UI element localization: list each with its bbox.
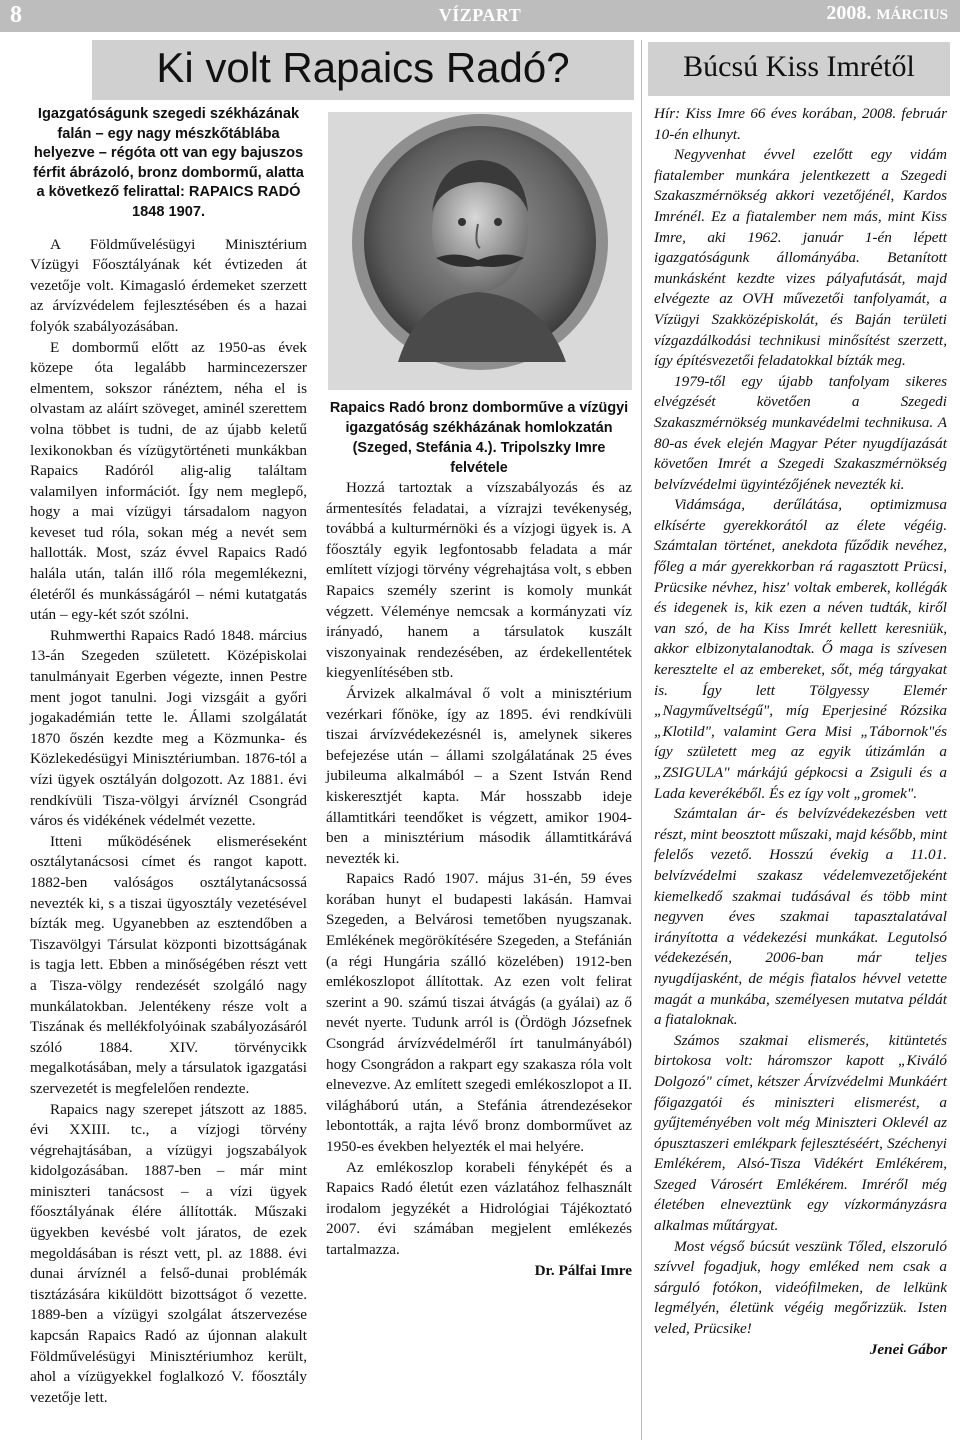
article-title: Ki volt Rapaics Radó? (156, 44, 570, 91)
sidebar-column (654, 104, 947, 1360)
article-lead: Igazgatóságunk szegedi székházának falán – egy nagy mészkőtáblába helyezve – régóta ott van egy bajuszos férfit ábrázoló, bronz dombormű, alatta a következő felirattal: RAPAICS RADÓ 1848 1907. (33, 106, 304, 220)
article-paragraph: Árvizek alkalmával ő volt a minisztérium vezérkari főnöke, így az 1895. évi rendkívüli tiszai árvízvédekezésnél is, amelynek sikeres befejezése után – állami szolgálatának 25 éves jubileuma alkalmából – a Szent István Rend kiskeresztjét kapta. Már hosszabb ideje államtitkári teendőket is végzett, amikor 1904-ben a minisztérium második államtitkárává nevezték ki. (326, 684, 632, 867)
publication-name: VÍZPART (438, 5, 522, 25)
sidebar-paragraph: Számtalan ár- és belvízvédekezésben vett részt, mint beosztott műszaki, majd később, mint felelős vezető. Hosszú évekig a 11.01. belvízvédelmi szakasz védelemvezetőjeként kiemelkedő szakmai tudásával és több mint negyven éves szakmai tapasztalatával irányította a védekezési munkákat. Legutolsó védekezésén, 2006-ban már teljes nyugdíjasként, de mégis fiatalos hévvel vetette magát a munkába, személyesen mutatva példát a fiataloknak. (654, 805, 947, 1029)
article-title-box (92, 40, 634, 100)
sidebar-title-box (648, 42, 950, 96)
sidebar-paragraph: Negyvenhat évvel ezelőtt egy vidám fiatalember munkára jelentkezett a Szegedi Szakaszmérnökség akkori vezetőjénél, Kardos Imrénél. Ez a fiatalember nem más, mint Kiss Imre, aki 1962. január 1-én lépett igazgatóságunk állományába. Betanított munkásként kezdte vizes pályafutását, majd elvégezte az OVH művezetői tanfolyamát, a Vízügyi Szakközépiskolát, és Baján területi vízgazdálkodási technikusi minősítést szerzett, így építésvezetői feladatokkal bízták meg. (654, 146, 947, 370)
sidebar-paragraph: Vidámsága, derűlátása, optimizmusa elkísérte gyerekkorától az élete végéig. Számtalan történet, anekdota fűződik nevéhez, főleg a már gyerekkorban rá ragasztott Prücsi, Prücsike névhez, hisz' voltak emberek, kollégák és idegenek is, kik ezen a néven tudták, kiről van szó, de ha Kiss Imrét kellett keresniük, akkor elbizonytalanodtak. Ő maga is szívesen keresztelte el az embereket, sőt, még tárgyakat is. Így lett Tölgyessy Elemér „Nagyműveltségű", míg Eperjesiné Rózsika „Klotild", valamint Gera Misi „Tábornok"és így született meg az egyik útizámlán a „ZSIGULA" márkájú gépkocsi a Zsiguli és a Lada keverékéből. És ez így volt „gromek". (654, 496, 947, 802)
article-column-1 (30, 105, 307, 1408)
sidebar-title: Búcsú Kiss Imrétől (683, 50, 915, 83)
article-paragraph: Hozzá tartoztak a vízszabályozás és az ármentesítés feladatai, a vízrajzi tevékenység, továbbá a kulturmérnöki és a vízjogi ügyek is. A főosztály egyik legfontosabb feladata a már említett vízjogi törvény végrehajtása volt, s ebben Rapaics személy szerint is komoly munkát végzett. Véleménye nemcsak a kormányzati víz irányadó, hanem a társulatok kuszált viszonyainak rendezésében, az érdekellentétek kiegyenlítésében stb. (326, 479, 632, 682)
sidebar-paragraph: Most végső búcsút veszünk Tőled, elszoruló szívvel fogadjuk, hogy emléked nem csak a sárguló fotókon, videófilmeken, de lelkünk legmélyén, életünk végéig megőrizzük. Isten veled, Prücsike! (654, 1237, 947, 1338)
article-paragraph: Itteni működésének elismeréseként osztálytanácsosi címet és rangot kapott. 1882-ben valóságos osztálytanácsossá nevezték ki, s a tiszai ügyosztály vezetésével bízták meg. Ugyanebben az esztendőben a Tiszavölgyi Társulat központi bizottságának is tagja lett. Ebben a minőségében részt vett a Tisza-völgy rendezését szolgáló nagy munkálatokban. Jelentékeny része volt a Tiszának és mellékfolyóinak szabályozásáról szóló 1884. XIV. törvénycikk megalkotásában, mely a társulatok igazgatási szervezetét is megfelelően rendezte. (30, 832, 307, 1097)
article-paragraph: Az emlékoszlop korabeli fényképét és a Rapaics Radó életút ezen vázlatához felhasznált irodalom jegyzékét a Hidrológiai Tájékoztató 2007. évi számában megjelent emlékezés tartalmazza. (326, 1158, 632, 1258)
sidebar-paragraph: Hír: Kiss Imre 66 éves korában, 2008. február 10-én elhunyt. (654, 105, 947, 143)
sidebar-paragraph: Számos szakmai elismerés, kitüntetés birtokosa volt: háromszor kapott „Kiváló Dolgozó" címet, kétszer Árvízvédelmi Munkáért főigazgatói és miniszteri elismerést, a gyűjteményében volt még Miniszteri Oklevél az ópusztaszeri emlékpark fejlesztéséért, Széchenyi Emlékérem, Alsó-Tisza Vidékért Emlékérem, Szeged Városért Emlékérem. Imréről még életében elneveztünk egy vízkormányzásra alkalmas műtárgyat. (654, 1031, 947, 1235)
bronze-relief-photo (328, 112, 632, 390)
article-paragraph: Rapaics nagy szerepet játszott az 1885. évi XXIII. tc., a vízjogi törvény végrehajtásában, a vízügyi jogszabályok kidolgozásában. 1887-ben – már mint miniszteri tanácsost – a vízi ügyek főosztályának élére állították. Műszaki ügyekben kevésbé volt járatos, de ezek megoldásában is részt vett, pl. az 1888. évi dunai árvíznél a felső-dunai problémák tisztázására kiküldött bizottságot ő vezette. 1889-ben a vízügyi szolgálat átszervezése kapcsán Rapaics Radó az újonnan alakult Földművelésügyi Minisztériumhoz került, ahol a vízügyekkel foglalkozó V. főosztály vezetője lett. (30, 1100, 307, 1406)
page-number: 8 (10, 2, 22, 28)
photo-caption: Rapaics Radó bronz domborműve a vízügyi igazgatóság székházának homlokzatán (Szeged, Stefánia 4.). Tripolszky Imre felvétele (329, 400, 629, 476)
article-author: Dr. Pálfai Imre (534, 1261, 632, 1279)
sidebar-author: Jenei Gábor (869, 1340, 947, 1358)
issue-month: MÁRCIUS (876, 7, 948, 23)
article-paragraph: E dombormű előtt az 1950-as évek közepe óta legalább harmincezerszer elmentem, sokszor ránéztem, néha el is olvastam az aláírt szöveget, aminél szerettem volna többet is tudni, de az újabb keletű lexikonokban és vízügytörténeti munkákban Rapaics Radóról alig-alig találtam valamilyen információt. Így nem meglepő, hogy a mai vízügyi társadalom nagyon keveset tud róla, sokan még a nevét sem hallották. Most, száz évvel Rapaics Radó halála után, talán illő róla megemlékezni, életéről és munkásságáról – némi kutatgatás után – egy-két szót szólni. (30, 338, 307, 624)
article-paragraph: A Földművelésügyi Minisztérium Vízügyi Főosztályának két évtizeden át vezetője volt. Kimagasló érdemeket szerzett az árvízvédelem fejlesztésében és a hazai folyók szabályozásában. (30, 235, 307, 335)
sidebar-paragraph: 1979-től egy újabb tanfolyam sikeres elvégzését követően a Szegedi Szakaszmérnökség munkavédelmi technikusa. A 80-as évek elején Magyar Péter nyugdíjazását követően Imrét a Szegedi Szakaszmérnökség belvízvédelmi ügyintézőjének nevezték ki. (654, 372, 947, 493)
page-header (0, 0, 960, 32)
issue-date (826, 2, 948, 25)
article-paragraph: Ruhmwerthi Rapaics Radó 1848. március 13-án Szegeden született. Középiskolai tanulmányait Egerben végezte, innen Pestre ment jogot tanulni. Jogi vizsgáit a győri jogakadémián tette le. Állami szolgálatát 1870 őszén kezdte meg a Közmunka- és Közlekedésügyi Minisztériumban. 1876-tól a vízi ügyek osztályán dolgozott. Az 1881. évi rendkívüli Tisza-völgyi árvíznél Csongrád város és vidékének védelmét vezette. (30, 626, 307, 830)
issue-year: 2008. (826, 2, 872, 24)
article-column-2 (326, 478, 632, 1281)
column-divider (641, 40, 642, 1440)
article-paragraph: Rapaics Radó 1907. május 31-én, 59 éves korában hunyt el budapesti lakásán. Hamvai Szegeden, a Belvárosi temetőben nyugszanak. Emlékének megörökítésére Szegeden, a Stefánián (a régi Hungária szálló közelében) 1912-ben emlékoszlopot állítottak. Az ezen volt felirat szerint a 90. számú tiszai átvágás (a gyálai) az ő nevét nyerte. Tudunk arról is (Ördögh Józsefnek Csongrád árvízvédelméről írt tanulmányából) hogy Csongrádon a rakpart egy szakasza róla volt elnevezve. Az említett szegedi emlékoszlopot a II. világháború után, a Stefánia átrendezésekor lebontották, a rajta lévő bronz domborművet az 1950-es években helyezték el mai helyére. (326, 870, 632, 1155)
